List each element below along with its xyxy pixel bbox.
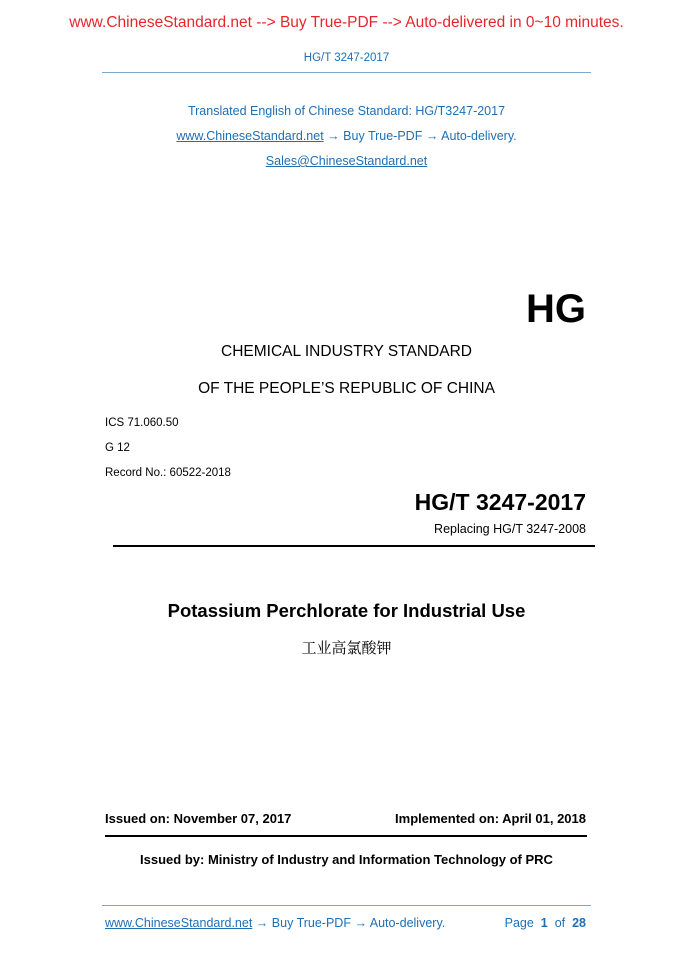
site-link[interactable]: www.ChineseStandard.net [176,129,324,143]
issued-on: Issued on: November 07, 2017 [105,811,292,826]
implemented-on: Implemented on: April 01, 2018 [395,811,586,826]
hg-logo: HG [526,287,586,331]
class-code: G 12 [105,442,130,454]
ics-code: ICS 71.060.50 [105,417,179,429]
issuing-authority: Issued by: Ministry of Industry and Information Technology of PRC [140,852,553,867]
arrow-icon: → [327,129,340,143]
footer-divider [102,905,591,906]
standard-number: HG/T 3247-2017 [414,489,586,515]
record-number: Record No.: 60522-2018 [105,467,231,479]
title-divider [113,545,595,547]
buy-text: Buy True-PDF [343,129,423,143]
translated-line: Translated English of Chinese Standard: HG/T3247-2017 [187,104,506,118]
arrow-icon: → [354,916,367,930]
page-number: 1 [540,916,548,930]
purchase-line [0,129,693,143]
page-label: Page [504,916,534,930]
total-pages: 28 [572,916,586,930]
replacing-note: Replacing HG/T 3247-2008 [434,522,586,536]
of-label: of [554,916,566,930]
footer-site-link[interactable]: www.ChineseStandard.net [105,916,253,930]
arrow-icon: → [425,129,439,143]
org-line-2: OF THE PEOPLE’S REPUBLIC OF CHINA [198,380,495,397]
auto-delivery-text: Auto-delivery. [441,129,517,143]
header-doc-number: HG/T 3247-2017 [303,52,390,64]
org-line-1: CHEMICAL INDUSTRY STANDARD [221,343,472,360]
footer-auto-delivery: Auto-delivery. [369,916,446,930]
header-divider [102,72,591,73]
document-title-chinese: 工业高氯酸钾 [301,640,392,657]
footer-buy-text: Buy True-PDF [271,916,351,930]
email-link[interactable]: Sales@ChineseStandard.net [265,154,428,168]
top-banner[interactable]: www.ChineseStandard.net --> Buy True-PDF --> Auto-delivered in 0~10 minutes. [69,14,624,31]
document-title: Potassium Perchlorate for Industrial Use [167,600,526,621]
arrow-icon: → [255,916,269,930]
footer-purchase-line [105,916,445,930]
email-line [0,154,693,168]
page-indicator [505,916,586,930]
dates-divider [105,835,587,837]
